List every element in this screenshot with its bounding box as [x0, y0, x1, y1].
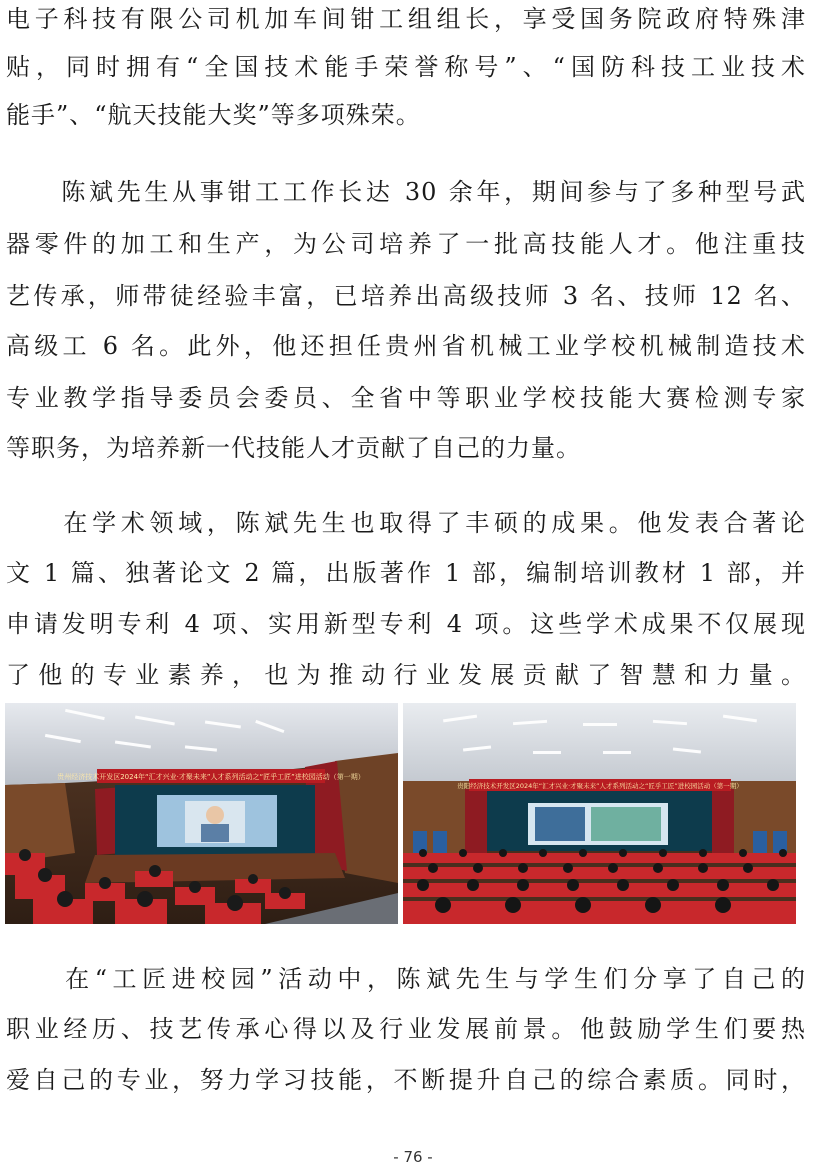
page-number: - 76 - [393, 1148, 433, 1166]
text-line: 器零件的加工和生产，为公司培养了一批高技能人才。他注重技 [6, 230, 806, 258]
text-line: 了他的专业素养，也为推动行业发展贡献了智慧和力量。 [6, 661, 806, 689]
text-line: 申请发明专利 4 项、实用新型专利 4 项。这些学术成果不仅展现 [6, 610, 806, 638]
event-photo-right [403, 703, 796, 924]
text-line: 能手”、“航天技能大奖”等多项殊荣。 [6, 101, 421, 129]
event-photo-left [5, 703, 398, 924]
text-line: 专业教学指导委员会委员、全省中等职业学校技能大赛检测专家 [6, 384, 806, 412]
text-line: 艺传承，师带徒经验丰富，已培养出高级技师 3 名、技师 12 名、 [6, 282, 806, 310]
text-line: 爱自己的专业，努力学习技能，不断提升自己的综合素质。同时， [6, 1066, 806, 1094]
text-line: 贴，同时拥有“全国技术能手荣誉称号”、“国防科技工业技术 [6, 53, 806, 81]
text-line: 等职务，为培养新一代技能人才贡献了自己的力量。 [6, 434, 581, 462]
text-line: 职业经历、技艺传承心得以及行业发展前景。他鼓励学生们要热 [6, 1015, 806, 1043]
text-line: 文 1 篇、独著论文 2 篇，出版著作 1 部，编制培训教材 1 部，并 [6, 559, 806, 587]
text-line: 高级工 6 名。此外，他还担任贵州省机械工业学校机械制造技术 [6, 332, 806, 360]
text-line: 陈斌先生从事钳工工作长达 30 余年，期间参与了多种型号武 [6, 178, 806, 206]
banner-text: 贵州经济技术开发区2024年“汇才兴业·才聚未来”人才系列活动之“匠乎工匠”进校园活动（第一期） [57, 773, 365, 781]
banner-text: 贵阳经济技术开发区2024年“汇才兴业·才聚未来”人才系列活动之“匠乎工匠”进校园活动（第一期） [457, 782, 743, 790]
text-line: 在学术领域，陈斌先生也取得了丰硕的成果。他发表合著论 [6, 509, 806, 537]
text-line: 电子科技有限公司机加车间钳工组组长，享受国务院政府特殊津 [6, 5, 806, 33]
text-line: 在“工匠进校园”活动中，陈斌先生与学生们分享了自己的 [6, 965, 806, 993]
